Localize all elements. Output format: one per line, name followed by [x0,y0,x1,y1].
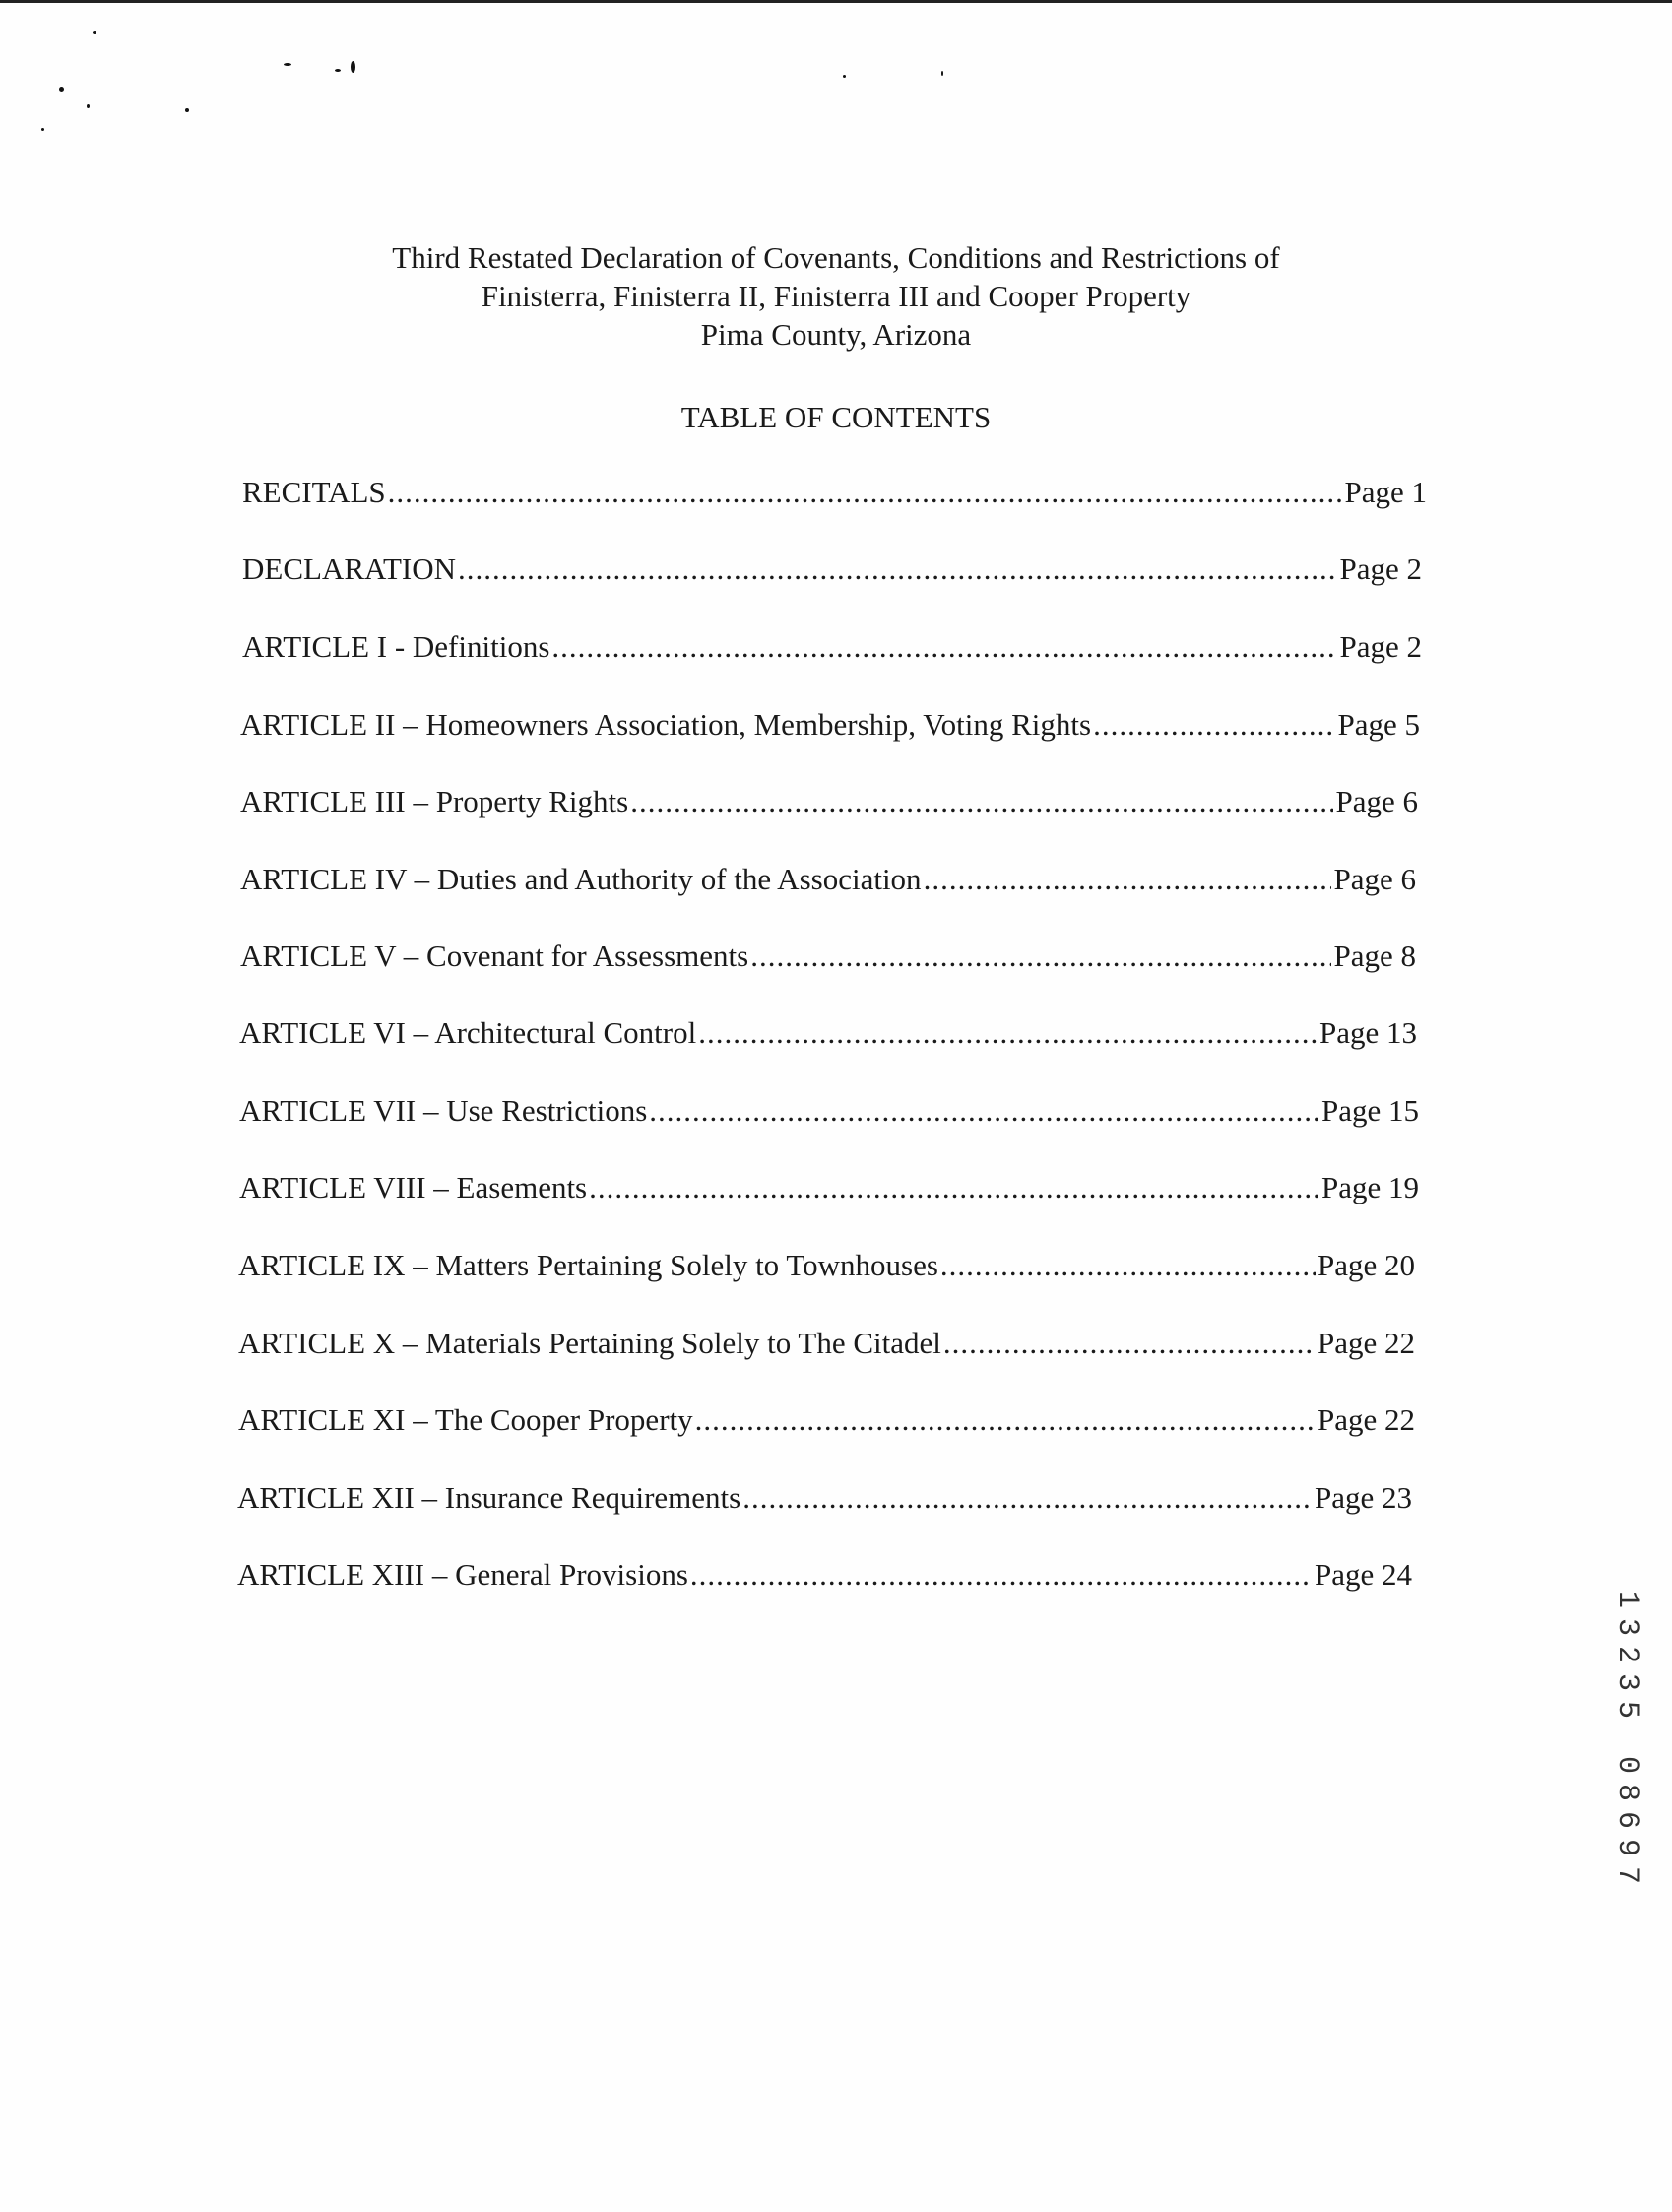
scan-speck [284,63,291,66]
scan-speck [41,128,44,131]
toc-entry [240,935,1416,978]
title-line-1: Third Restated Declaration of Covenants, Conditions and Restrictions of [392,240,1280,275]
toc-leader-dots [690,1553,1313,1596]
toc-entry-label: ARTICLE VIII – Easements [239,1170,588,1204]
scan-speck [93,31,96,34]
toc-leader-dots [943,1322,1316,1365]
toc-entry [240,780,1418,823]
toc-entry-label: ARTICLE I - Definitions [242,629,550,664]
toc-entry-page: Page 6 [1335,784,1418,818]
toc-entry-page: Page 15 [1320,1093,1419,1128]
scan-speck [185,108,189,112]
stamp-glyph: 7 [1610,1865,1643,1884]
toc-entry [239,1011,1417,1055]
toc-entry [238,1322,1415,1365]
toc-leader-dots [551,625,1337,669]
stamp-glyph: 3 [1610,1617,1643,1636]
stamp-glyph: 8 [1610,1783,1643,1801]
toc-leader-dots [742,1476,1313,1520]
toc-entry-page: Page 1 [1344,475,1427,509]
toc-entry-label: RECITALS [242,475,386,509]
toc-entry-label: ARTICLE IV – Duties and Authority of the Association [240,862,922,896]
toc-entry-page: Page 22 [1317,1326,1415,1360]
toc-heading: TABLE OF CONTENTS [680,400,992,434]
toc-entry-page: Page 24 [1314,1557,1412,1592]
toc-entry [237,1553,1412,1596]
toc-leader-dots [388,471,1343,514]
toc-entry-page: Page 19 [1320,1170,1419,1204]
stamp-glyph: 9 [1610,1838,1643,1856]
toc-entry-label: ARTICLE XIII – General Provisions [237,1557,688,1592]
page-top-border [0,0,1672,3]
toc-entry [238,1244,1415,1287]
side-recording-number [1607,1586,1646,1889]
toc-entry [240,703,1420,747]
toc-leader-dots [695,1399,1316,1442]
toc-entry-label: ARTICLE XII – Insurance Requirements [237,1480,741,1515]
toc-leader-dots [750,935,1331,978]
toc-leader-dots [458,548,1337,591]
toc-entry-page: Page 22 [1317,1402,1415,1437]
toc-entry [242,548,1422,591]
toc-entry-label: ARTICLE X – Materials Pertaining Solely to The Citadel [238,1326,941,1360]
toc-entry [239,1089,1419,1133]
toc-leader-dots [630,780,1333,823]
toc-entry-label: ARTICLE III – Property Rights [240,784,629,818]
toc-entry-label: ARTICLE XI – The Cooper Property [238,1402,693,1437]
scan-speck [941,71,943,76]
toc-entry-label: ARTICLE II – Homeowners Association, Membership, Voting Rights [240,707,1092,742]
stamp-glyph: 3 [1610,1672,1643,1691]
toc-entry [240,858,1416,901]
toc-entry-page: Page 2 [1339,629,1422,664]
toc-entry-label: ARTICLE V – Covenant for Assessments [240,939,749,973]
stamp-glyph: 6 [1610,1810,1643,1829]
toc-entry-label: ARTICLE VI – Architectural Control [239,1015,697,1050]
toc-leader-dots [1093,703,1335,747]
toc-entry-page: Page 5 [1337,707,1420,742]
toc-entry [239,1166,1419,1209]
scan-speck [351,61,355,73]
scan-speck [59,87,64,92]
stamp-glyph: 0 [1610,1755,1643,1774]
toc-entry-label: ARTICLE IX – Matters Pertaining Solely to Townhouses [238,1248,938,1282]
toc-leader-dots [698,1011,1318,1055]
toc-entry-label: ARTICLE VII – Use Restrictions [239,1093,648,1128]
toc-entry-page: Page 8 [1333,939,1416,973]
toc-leader-dots [649,1089,1319,1133]
stamp-glyph: 1 [1610,1590,1643,1608]
document-title [0,238,1672,354]
stamp-glyph: 2 [1610,1645,1643,1663]
toc-leader-dots [589,1166,1319,1209]
title-line-3: Pima County, Arizona [700,317,972,352]
toc-leader-dots [940,1244,1316,1287]
toc-entry [237,1476,1412,1520]
toc-entry [242,471,1427,514]
toc-entry-page: Page 20 [1317,1248,1415,1282]
stamp-glyph: 5 [1610,1700,1643,1719]
toc-entry-page: Page 23 [1314,1480,1412,1515]
toc-entry [238,1399,1415,1442]
toc-leader-dots [924,858,1332,901]
toc-entry-label: DECLARATION [242,552,456,586]
scan-speck [843,75,846,78]
scan-speck [335,69,341,72]
toc-entry-page: Page 6 [1333,862,1416,896]
toc-entry [242,625,1422,669]
scan-speck [87,104,90,108]
toc-entry-page: Page 13 [1318,1015,1417,1050]
toc-entry-page: Page 2 [1339,552,1422,586]
title-line-2: Finisterra, Finisterra II, Finisterra III and Cooper Property [481,279,1191,313]
